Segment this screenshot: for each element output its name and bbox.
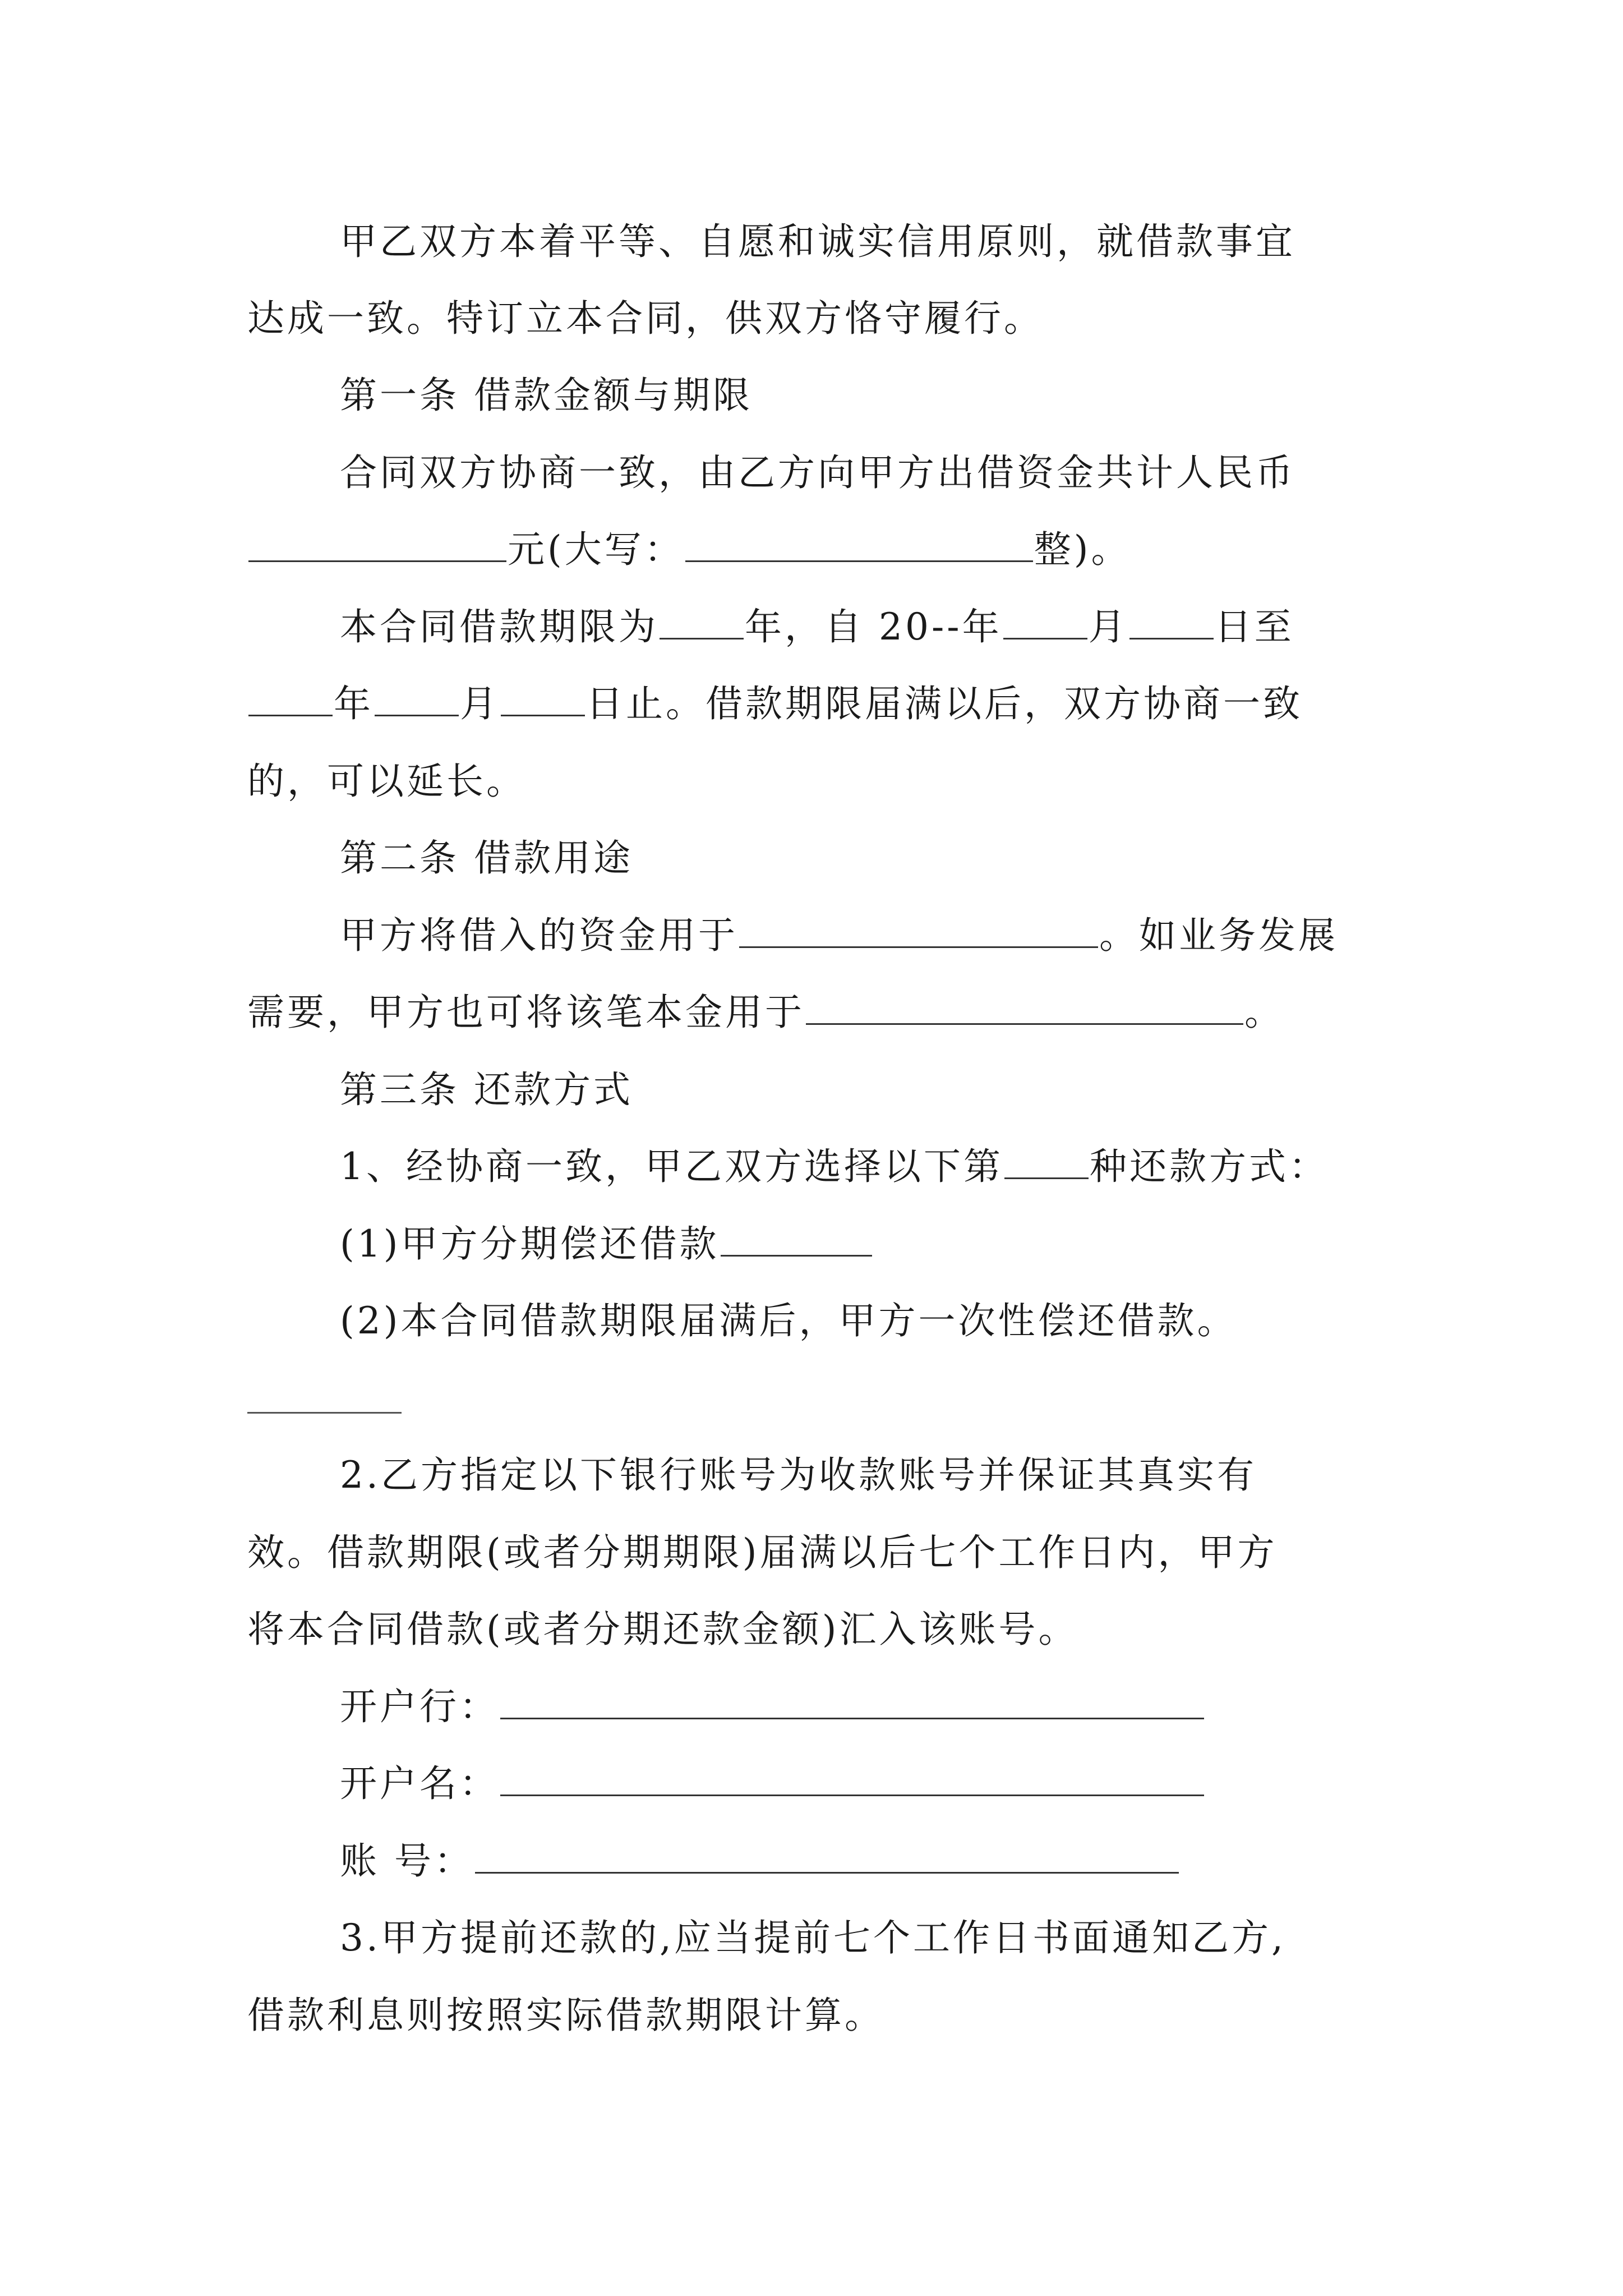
repayment-option-2: (2)本合同借款期限届满后，甲方一次性偿还借款。 [340, 1299, 1237, 1342]
alt-purpose-blank[interactable] [806, 1018, 1243, 1025]
repayment-choice-label: 1、经协商一致，甲乙双方选择以下第 [340, 1145, 1003, 1188]
paragraph-term-line2 [247, 682, 1303, 725]
repayment-choice-blank[interactable] [1004, 1172, 1089, 1179]
account-number-blank[interactable] [475, 1866, 1179, 1874]
end-day-blank[interactable] [501, 709, 585, 716]
account-name-blank[interactable] [500, 1789, 1204, 1796]
paragraph-intro-line2: 达成一致。特订立本合同，供双方恪守履行。 [247, 297, 1044, 340]
period-mark: 。 [1244, 991, 1284, 1034]
purpose-blank[interactable] [739, 941, 1098, 948]
article-3-title: 第三条 还款方式 [340, 1068, 633, 1111]
paragraph-intro-line1: 甲乙双方本着平等、自愿和诚实信用原则，就借款事宜 [340, 220, 1295, 263]
paragraph-purpose-line2 [247, 991, 1284, 1034]
option-2-blank[interactable] [247, 1412, 402, 1414]
alt-purpose-label: 需要，甲方也可将该笔本金用于 [247, 991, 805, 1034]
term-label: 本合同借款期限为 [340, 605, 658, 648]
year-label: 年 [334, 682, 374, 725]
paragraph-purpose-line1 [340, 914, 1338, 957]
term-end-text: 日止。借款期限届满以后，双方协商一致 [586, 682, 1303, 725]
amount-zheng-label: 整)。 [1034, 528, 1131, 571]
paragraph-amount-line2 [247, 528, 1131, 571]
prepayment-clause-line2: 借款利息则按照实际借款期限计算。 [247, 1994, 884, 2037]
option-1-text: (1)甲方分期偿还借款 [340, 1222, 720, 1266]
bank-clause-line2: 效。借款期限(或者分期期限)届满以后七个工作日内，甲方 [247, 1531, 1278, 1574]
bank-clause-line3: 将本合同借款(或者分期还款金额)汇入该账号。 [247, 1608, 1078, 1651]
bank-name-row [340, 1685, 1205, 1728]
bank-name-label: 开户行： [340, 1685, 499, 1728]
repayment-item-1 [340, 1145, 1329, 1188]
start-month-blank[interactable] [1003, 632, 1087, 639]
amount-blank[interactable] [248, 555, 506, 562]
paragraph-term-line3: 的，可以延长。 [247, 760, 526, 803]
term-from-year-label: 年，自 20--年 [745, 605, 1002, 648]
month-label: 月 [460, 682, 500, 725]
bank-name-blank[interactable] [500, 1712, 1204, 1719]
prepayment-clause-line1: 3.甲方提前还款的,应当提前七个工作日书面通知乙方, [340, 1916, 1286, 1959]
amount-words-blank[interactable] [685, 555, 1033, 562]
repayment-choice-suffix: 种还款方式： [1090, 1145, 1329, 1188]
repayment-option-1 [340, 1222, 873, 1266]
purpose-continue-text: 。如业务发展 [1099, 914, 1338, 957]
start-day-blank[interactable] [1129, 632, 1214, 639]
end-month-blank[interactable] [375, 709, 459, 716]
account-name-row [340, 1762, 1205, 1805]
day-to-label: 日至 [1214, 605, 1294, 648]
installment-blank[interactable] [721, 1249, 872, 1257]
bank-clause-line1: 2.乙方指定以下银行账号为收款账号并保证其真实有 [340, 1453, 1257, 1497]
end-year-blank[interactable] [248, 709, 333, 716]
account-number-row [340, 1839, 1180, 1883]
amount-yuan-label: 元(大写： [508, 528, 684, 571]
article-1-title: 第一条 借款金额与期限 [340, 374, 753, 417]
month-label: 月 [1088, 605, 1128, 648]
article-2-title: 第二条 借款用途 [340, 836, 633, 880]
paragraph-term-line1 [340, 605, 1294, 648]
account-number-label: 账 号： [340, 1839, 474, 1883]
purpose-label: 甲方将借入的资金用于 [340, 914, 738, 957]
term-years-blank[interactable] [660, 632, 744, 639]
paragraph-amount-line1: 合同双方协商一致，由乙方向甲方出借资金共计人民币 [340, 451, 1295, 494]
account-name-label: 开户名： [340, 1762, 499, 1805]
